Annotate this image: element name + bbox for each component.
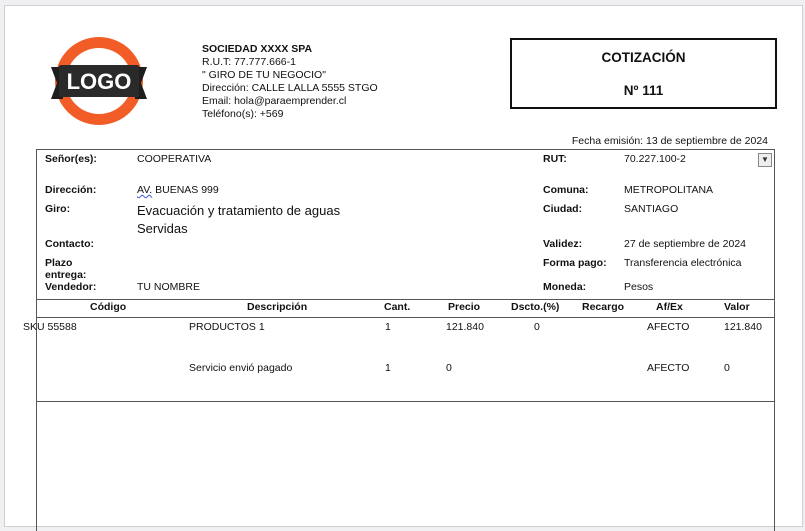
row-cant[interactable]: 1	[385, 321, 391, 333]
validez-label: Validez:	[543, 238, 583, 250]
comuna-value[interactable]: METROPOLITANA	[624, 184, 714, 196]
plazo-label-line-2: entrega:	[45, 269, 87, 281]
col-descripcion: Descripción	[247, 301, 308, 313]
row-cant[interactable]: 1	[385, 362, 391, 374]
company-name: SOCIEDAD XXXX SPA	[202, 43, 313, 55]
rut-value[interactable]: 70.227.100-2	[624, 153, 686, 165]
rut-dropdown-button[interactable]	[758, 153, 772, 167]
rut-label: RUT:	[543, 153, 567, 165]
giro-line-1: Evacuación y tratamiento de aguas	[137, 203, 341, 218]
comuna-label: Comuna:	[543, 184, 589, 196]
quote-number: Nº 111	[623, 83, 664, 98]
company-address: Dirección: CALLE LALLA 5555 STGO	[202, 82, 378, 94]
vendedor-value[interactable]: TU NOMBRE	[137, 281, 200, 293]
company-rut: R.U.T: 77.777.666-1	[202, 56, 296, 68]
col-precio: Precio	[448, 301, 481, 313]
row-afex[interactable]: AFECTO	[647, 362, 690, 374]
chevron-down-icon: ▼	[761, 155, 769, 164]
row-codigo[interactable]: SKU 55588	[23, 321, 77, 333]
giro-value[interactable]	[137, 202, 340, 238]
direccion-label: Dirección:	[45, 184, 97, 196]
moneda-value[interactable]: Pesos	[624, 281, 654, 293]
ciudad-value[interactable]: SANTIAGO	[624, 203, 679, 215]
notes-box	[36, 401, 775, 531]
company-info	[202, 43, 378, 121]
direccion-rest: BUENAS 999	[152, 184, 219, 196]
row-valor[interactable]: 121.840	[724, 321, 762, 333]
forma-pago-value[interactable]: Transferencia electrónica	[624, 257, 742, 269]
giro-label: Giro:	[45, 203, 71, 215]
quote-title: COTIZACIÓN	[601, 50, 686, 65]
company-email: Email: hola@paraemprender.cl	[202, 95, 347, 107]
quote-title-box	[510, 38, 777, 109]
company-phone: Teléfono(s): +569	[202, 108, 284, 120]
direccion-value[interactable]	[137, 184, 219, 196]
quote-document	[4, 5, 803, 527]
row-afex[interactable]: AFECTO	[647, 321, 690, 333]
col-codigo: Código	[90, 301, 127, 313]
col-recargo: Recargo	[582, 301, 625, 313]
col-valor: Valor	[724, 301, 750, 313]
company-giro: " GIRO DE TU NEGOCIO"	[202, 69, 326, 81]
plazo-label-line-1: Plazo	[45, 257, 73, 269]
direccion-abbr: AV.	[137, 184, 153, 196]
senor-label: Señor(es):	[45, 153, 97, 165]
row-descripcion[interactable]: Servicio envió pagado	[189, 362, 293, 374]
items-table-header	[37, 298, 774, 318]
row-precio[interactable]: 121.840	[446, 321, 484, 333]
client-info-box	[36, 149, 775, 300]
moneda-label: Moneda:	[543, 281, 587, 293]
row-valor[interactable]: 0	[724, 362, 730, 374]
row-descripcion[interactable]: PRODUCTOS 1	[189, 321, 265, 333]
giro-line-2: Servidas	[137, 221, 188, 236]
senor-value[interactable]: COOPERATIVA	[137, 153, 212, 165]
row-dscto[interactable]: 0	[534, 321, 540, 333]
vendedor-label: Vendedor:	[45, 281, 97, 293]
row-precio[interactable]: 0	[446, 362, 452, 374]
col-afex: Af/Ex	[656, 301, 683, 313]
validez-value[interactable]: 27 de septiembre de 2024	[624, 238, 747, 250]
items-table	[23, 298, 775, 402]
issue-date: Fecha emisión: 13 de septiembre de 2024	[571, 135, 768, 147]
company-logo	[49, 33, 149, 133]
plazo-label	[45, 257, 86, 281]
logo-text: LOGO	[66, 69, 132, 94]
col-dscto: Dscto.(%)	[511, 301, 560, 313]
contacto-label: Contacto:	[45, 238, 94, 250]
ciudad-label: Ciudad:	[543, 203, 583, 215]
col-cant: Cant.	[384, 301, 411, 313]
forma-pago-label: Forma pago:	[543, 257, 607, 269]
